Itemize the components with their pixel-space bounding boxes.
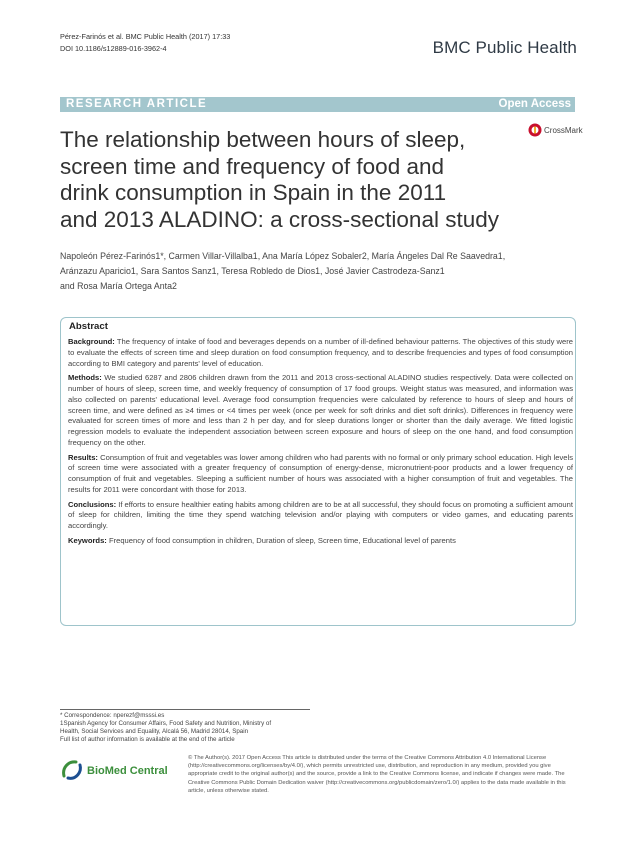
- citation-line: Pérez-Farinós et al. BMC Public Health (2017) 17:33: [60, 32, 231, 41]
- results-text: Consumption of fruit and vegetables was lower among children who had parents with no formal or only primary school education. High levels of screen time were associated with a greater frequency of consumption of energy-dense, micronutrient-poor products and a lower frequency of consumption of fruit and vegetables. Sleeping a sufficient number of hours was associated with a higher consumption of fruit and vegetables. The results for 2011 were concordant with those for 2013.: [68, 452, 573, 494]
- abstract-methods: [68, 373, 573, 448]
- full-list-note: Full list of author information is available at the end of the article: [60, 736, 235, 744]
- background-label: Background:: [68, 337, 115, 346]
- article-title: [60, 127, 505, 233]
- correspondence-note: * Correspondence: nperezf@msssi.es: [60, 712, 165, 719]
- abstract-results: [68, 453, 573, 496]
- journal-name: BMC Public Health: [432, 38, 577, 57]
- title-line: drink consumption in Spain in the 2011: [60, 180, 447, 205]
- author-line: Napoleón Pérez-Farinós1*, Carmen Villar-Villalba1, Ana María López Sobaler2, María Ángeles Dal Re Saavedra1,: [60, 251, 506, 261]
- author-list: [60, 249, 580, 294]
- conclusions-label: Conclusions:: [68, 499, 117, 509]
- article-type-label: RESEARCH ARTICLE: [66, 98, 208, 110]
- title-line: and 2013 ALADINO: a cross-sectional study: [60, 206, 499, 232]
- keywords-text: Frequency of food consumption in children, Duration of sleep, Screen time, Educational level of parents: [106, 535, 456, 545]
- footnote-divider: [60, 709, 310, 710]
- methods-text: We studied 6287 and 2806 children drawn from the 2011 and 2013 cross-sectional ALADINO studies respectively. Data were collected on number of hours of sleep, screen time, and weekly frequency of consumption of 17 food groups. Weight status was measured, and information was also collected on parents' educational level. Average food consumption frequencies were calculated by reference to hours of sleep and hours of screen time, and were defined as ≥4 times or <4 times per week (once per week for soft drinks and diet soft drinks). Differences in frequency were evaluated for screen times of more and less than 2 h per day, and for sleep durations longer or shorter than the daily average. We fitted logistic regression models to evaluate the independent association between screen exposure and hours of sleep on the one hand, and food consumption frequency on the other.: [68, 373, 573, 447]
- abstract-heading: Abstract: [69, 321, 108, 332]
- background-text: The frequency of intake of food and beverages depends on a number of ill-defined behaviour patterns. The objectives of this study were to evaluate the effects of screen time and sleep duration on food consumption frequency, and to describe frequencies and types of food consumption according to BMI category and parents' level of education.: [68, 337, 573, 368]
- doi-line: DOI 10.1186/s12889-016-3962-4: [60, 44, 167, 53]
- keywords-label: Keywords:: [68, 535, 107, 545]
- results-label: Results:: [68, 452, 98, 462]
- footnotes: [60, 712, 330, 744]
- author-line: and Rosa María Ortega Anta2: [60, 281, 177, 291]
- biomed-central-logo: [60, 758, 180, 782]
- abstract-keywords: [68, 536, 573, 547]
- abstract-body: [68, 337, 573, 551]
- title-line: The relationship between hours of sleep,: [60, 127, 466, 152]
- biomed-central-icon: [60, 758, 180, 782]
- abstract-conclusions: [68, 500, 573, 532]
- author-line: Aránzazu Aparicio1, Sara Santos Sanz1, Teresa Robledo de Dios1, José Javier Castrodeza-Sanz1: [60, 266, 445, 276]
- crossmark-icon: [528, 122, 583, 138]
- biomed-central-text: BioMed Central: [87, 765, 168, 777]
- crossmark-label: CrossMark: [544, 126, 583, 135]
- crossmark-badge[interactable]: [528, 122, 583, 138]
- open-access-label: Open Access: [498, 98, 571, 110]
- title-line: screen time and frequency of food and: [60, 153, 444, 179]
- conclusions-text: If efforts to ensure healthier eating habits among children are to be at all successful, they should focus on promoting a sufficient amount of sleep for children, limiting the time they spend watching television and/or playing with computers or video games, and educating parents accordingly.: [68, 499, 573, 530]
- methods-label: Methods:: [68, 373, 102, 383]
- license-text: © The Author(s). 2017 Open Access This article is distributed under the terms of the Creative Commons Attribution 4.0 International License (http://creativecommons.org/licenses/by/4.0/), which permits unrestricted use, distribution, and reproduction in any medium, provided you give appropriate credit to the original author(s) and the source, provide a link to the Creative Commons license, and indicate if changes were made. The Creative Commons Public Domain Dedication waiver (http://creativecommons.org/publicdomain/zero/1.0/) applies to the data made available in this article, unless otherwise stated.: [188, 755, 566, 794]
- affiliation-line: Health, Social Services and Equality, Alcalá 56, Madrid 28014, Spain: [60, 728, 249, 736]
- abstract-background: [68, 337, 573, 369]
- affiliation-line: 1Spanish Agency for Consumer Affairs, Food Safety and Nutrition, Ministry of: [60, 720, 272, 728]
